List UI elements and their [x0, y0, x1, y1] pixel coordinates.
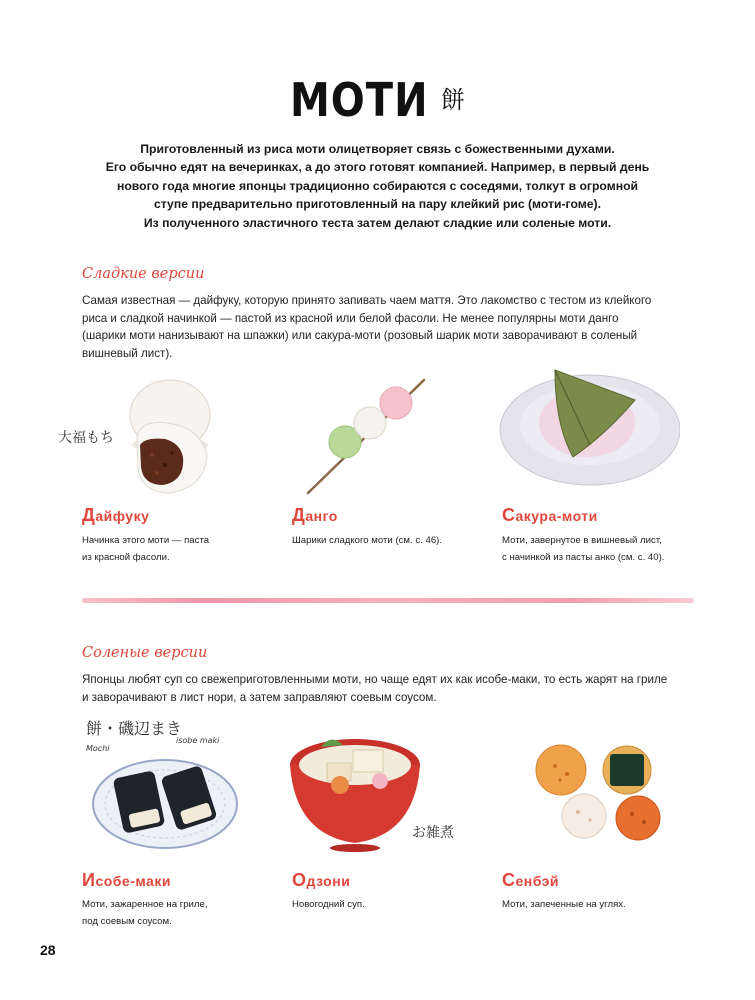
- ozoni-desc-line: Новогодний суп.: [292, 899, 365, 910]
- sakura-mochi-desc-line: Моти, завернутое в вишневый лист,: [502, 535, 662, 546]
- ozoni-title-cap: О: [292, 870, 307, 890]
- daifuku-desc-line: Начинка этого моти — паста: [82, 535, 210, 546]
- ozoni-description: [292, 897, 482, 914]
- daifuku-title: [82, 505, 149, 526]
- senbei-title-rest: енбэй: [515, 873, 560, 889]
- isobe-maki-handwriting: 餅・磯辺まき: [86, 719, 183, 738]
- daifuku-desc-line: из красной фасоли.: [82, 551, 170, 563]
- intro-line: Из полученного эластичного теста затем делают сладкие или соленые моти.: [143, 215, 612, 230]
- daifuku-description: [82, 533, 272, 566]
- intro-line: нового года многие японцы традиционно собираются с соседями, толкут в огромной: [116, 178, 639, 193]
- ozoni-title: [292, 870, 350, 891]
- senbei-title: [502, 870, 559, 891]
- sweet-line: (шарики моти нанизывают на шпажки) или сакура-моти (розовый шарик моти заворачивают в соленый: [82, 329, 638, 342]
- ozoni-title-rest: дзони: [306, 873, 351, 889]
- salty-line: и заворачивают в лист нори, а затем заправляют соевым соусом.: [82, 690, 437, 704]
- intro-line: Приготовленный из риса моти олицетворяет связь с божественными духами.: [140, 142, 615, 156]
- intro-line: Его обычно едят на вечеринках, а до этого готовят компанией. Например, в первый день: [105, 160, 650, 175]
- isobe-maki-desc-line: Моти, зажаренное на гриле,: [82, 899, 208, 910]
- isobe-maki-handwriting-sub2: isobe maki: [176, 736, 220, 745]
- intro-paragraph: [90, 140, 665, 232]
- sweet-line: вишневый лист).: [82, 346, 173, 360]
- daifuku-handwriting: 大福もち: [58, 430, 114, 446]
- salty-line: Японцы любят суп со свежеприготовленными моти, но чаще едят их как исобе-маки, то есть жарят на гриле: [82, 673, 668, 686]
- dango-illustration: [300, 375, 435, 500]
- dango-title-rest: анго: [305, 508, 338, 524]
- isobe-maki-title-cap: И: [82, 870, 96, 890]
- ozoni-illustration: [285, 725, 425, 855]
- ozoni-handwriting: お雑煮: [412, 825, 454, 841]
- sweet-section-heading: Сладкие версии: [82, 266, 205, 282]
- senbei-description: [502, 897, 692, 914]
- daifuku-title-cap: Д: [82, 505, 96, 525]
- salty-section-heading: Соленые версии: [82, 645, 208, 661]
- sweet-paragraph: [82, 292, 697, 362]
- sakura-mochi-illustration: [495, 355, 680, 495]
- dango-description: [292, 533, 482, 550]
- senbei-illustration: [530, 740, 665, 845]
- isobe-maki-title-rest: собе-маки: [95, 873, 171, 889]
- page-title-block: [0, 74, 755, 128]
- section-divider: [82, 598, 694, 603]
- isobe-maki-desc-line: под соевым соусом.: [82, 915, 172, 927]
- intro-line: ступе предварительно приготовленный на пару клейкий рис (моти-гоме).: [154, 197, 601, 212]
- sakura-mochi-description: [502, 533, 702, 566]
- isobe-maki-description: [82, 897, 272, 930]
- page-title-kanji: 餅: [441, 86, 466, 114]
- isobe-maki-illustration: [90, 752, 240, 852]
- senbei-desc-line: Моти, запеченные на углях.: [502, 899, 626, 910]
- dango-title-cap: Д: [292, 505, 306, 525]
- salty-paragraph: [82, 671, 697, 706]
- sakura-mochi-desc-line: с начинкой из пасты анко (см. с. 40).: [502, 551, 665, 563]
- sakura-mochi-title-rest: акура-моти: [515, 508, 598, 524]
- page-title: МОТИ: [289, 74, 429, 128]
- sweet-line: Самая известная — дайфуку, которую принято запивать чаем маття. Это лакомство с тестом из клейкого: [82, 294, 652, 307]
- sakura-mochi-title: [502, 505, 598, 526]
- daifuku-title-rest: айфуку: [95, 508, 150, 524]
- senbei-title-cap: С: [502, 870, 516, 890]
- isobe-maki-title: [82, 870, 171, 891]
- sweet-line: риса и сладкой начинкой — пастой из красной или белой фасоли. Не менее популярны моти данго: [82, 311, 619, 325]
- dango-title: [292, 505, 338, 526]
- page-number: 28: [40, 942, 56, 958]
- dango-desc-line: Шарики сладкого моти (см. с. 46).: [292, 535, 443, 546]
- sakura-mochi-title-cap: С: [502, 505, 516, 525]
- isobe-maki-handwriting-sub1: Mochi: [86, 744, 110, 753]
